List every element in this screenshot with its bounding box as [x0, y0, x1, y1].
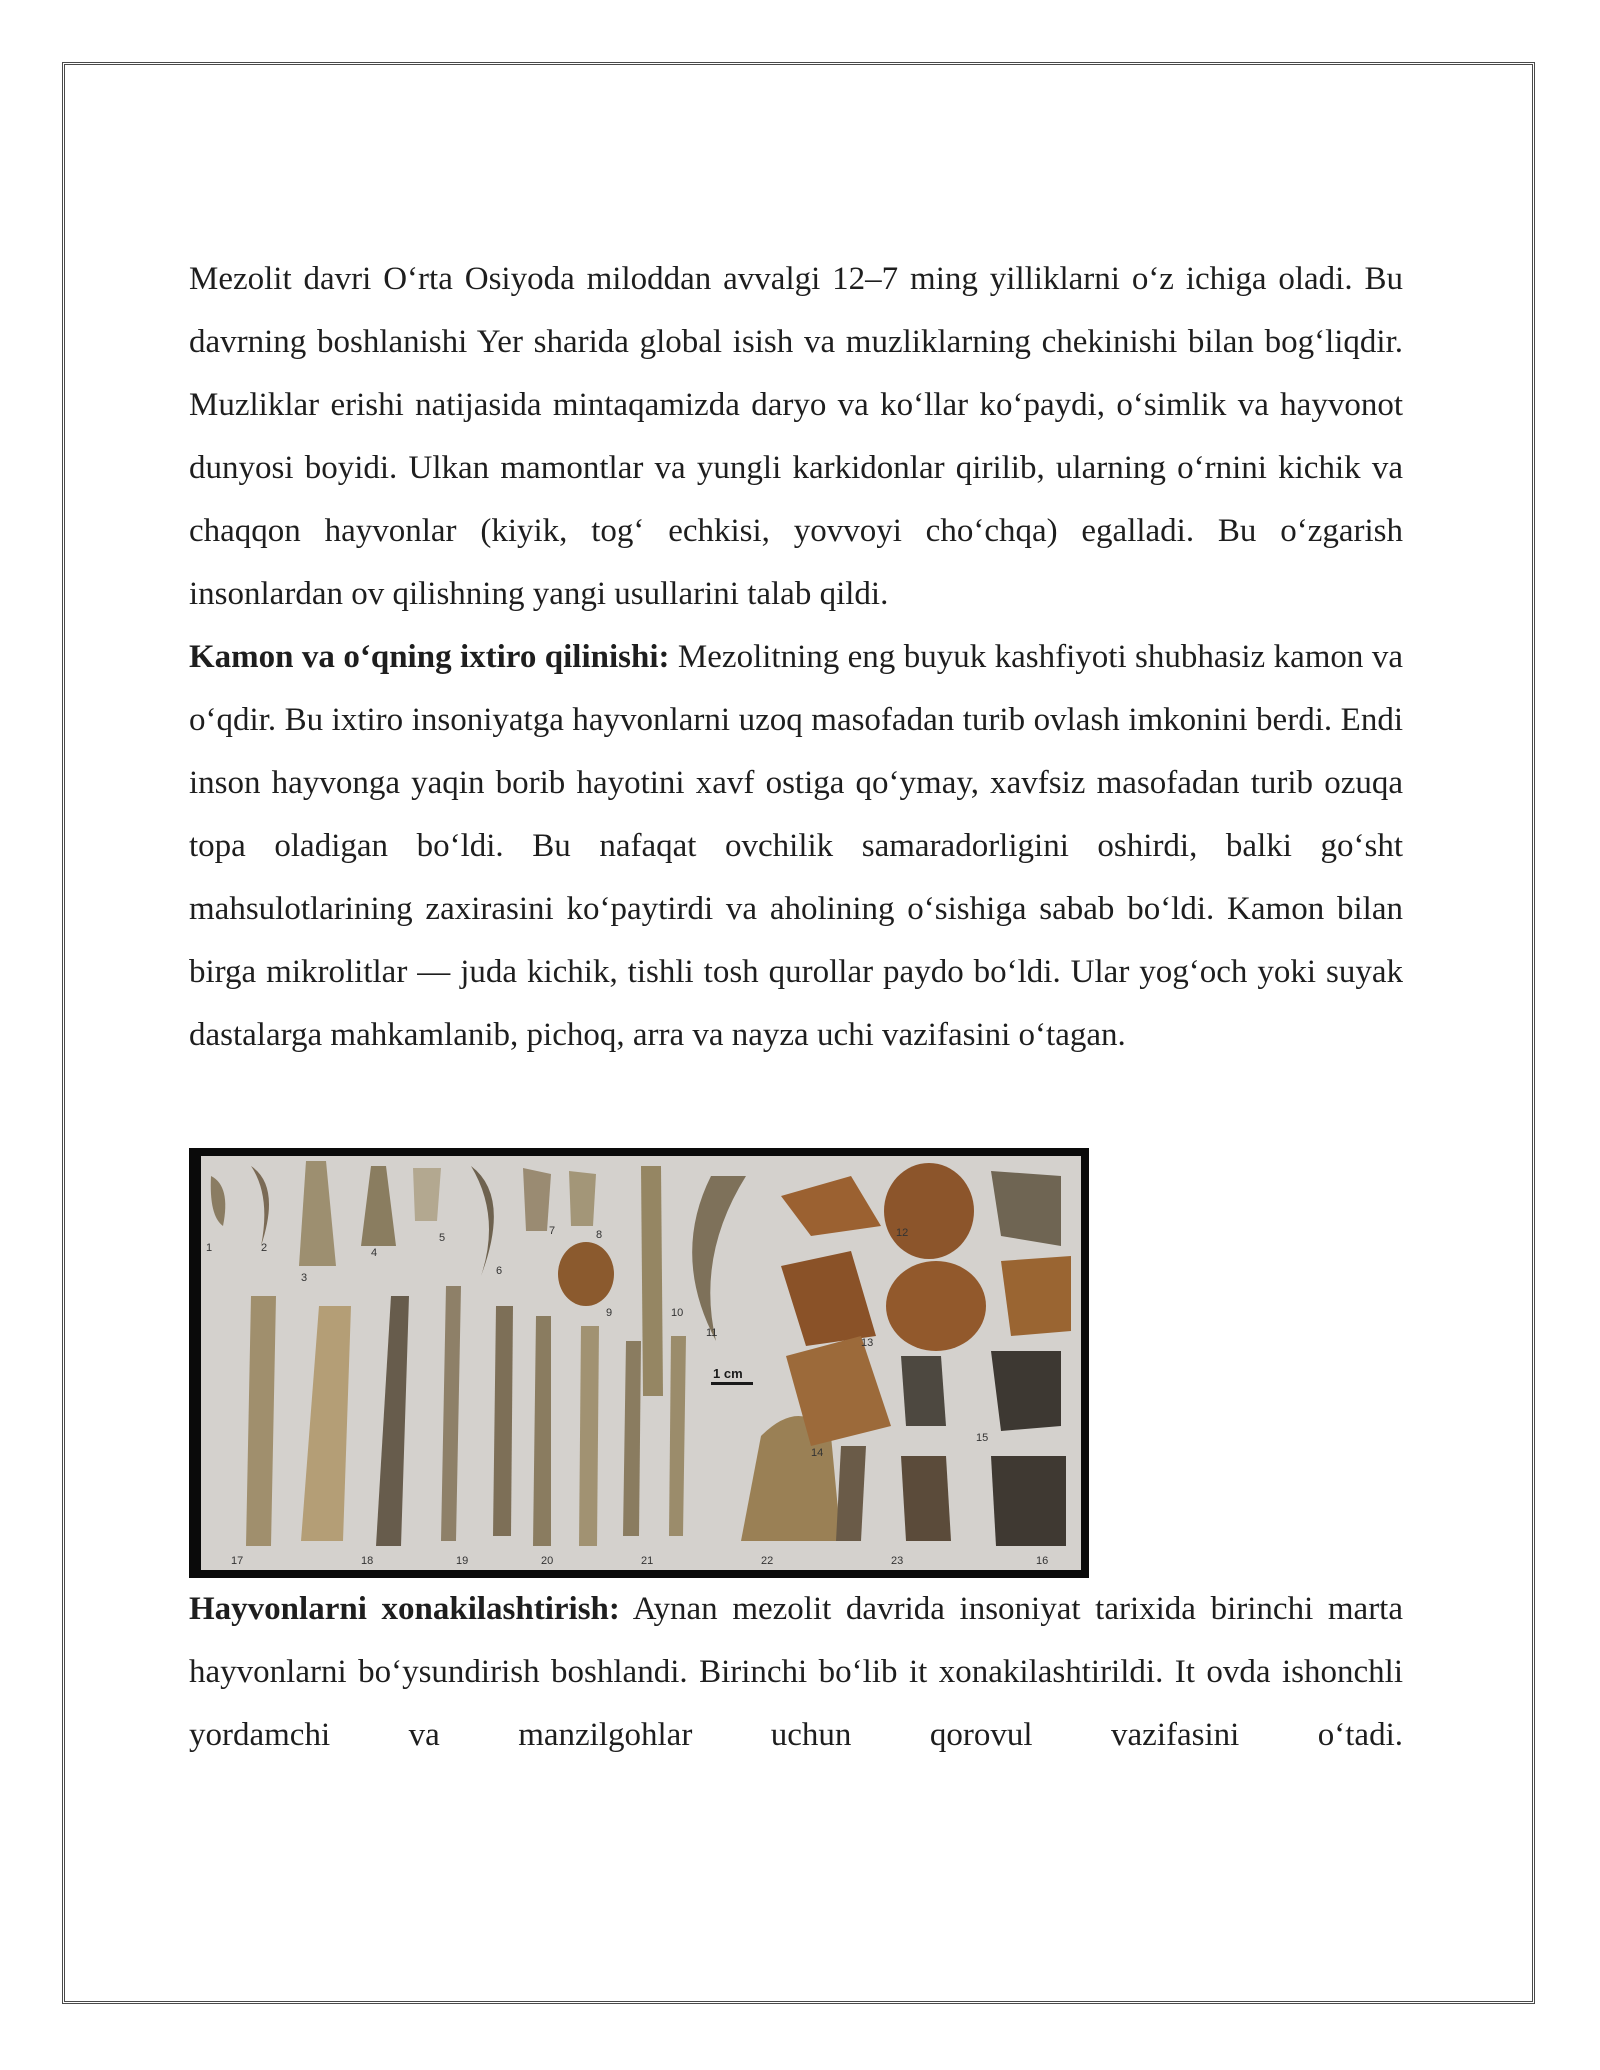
svg-text:18: 18: [361, 1555, 374, 1567]
paragraph-domestication-text: Aynan mezolit davrida insoniyat tarixida birinchi marta hayvonlarni bo‘ysundirish boshlandi. Birinchi bo‘lib it xonakilashtirildi. It ovda ishonchli yordamchi va manzilgohlar uchun qorovul vazifasini o‘tadi.: [189, 1591, 1403, 1753]
svg-text:8: 8: [596, 1229, 603, 1241]
svg-text:5: 5: [439, 1232, 446, 1244]
svg-text:14: 14: [811, 1447, 824, 1459]
svg-text:20: 20: [541, 1555, 554, 1567]
paragraph-intro: Mezolit davri O‘rta Osiyoda miloddan avvalgi 12–7 ming yilliklarni o‘z ichiga oladi. Bu davrning boshlanishi Yer sharida global isish va muzliklarning chekinishi bilan bog‘liqdir. Muzliklar erishi natijasida mintaqamizda daryo va ko‘llar ko‘paydi, o‘simlik va hayvonot dunyosi boyidi. Ulkan mamontlar va yungli karkidonlar qirilib, ularning o‘rnini kichik va chaqqon hayvonlar (kiyik, tog‘ echkisi, yovvoyi cho‘chqa) egalladi. Bu o‘zgarish insonlardan ov qilishning yangi usullarini talab qildi.: [189, 261, 1403, 612]
artifacts-photo-drawing: [201, 1156, 1081, 1570]
svg-text:19: 19: [456, 1555, 469, 1567]
svg-text:11: 11: [706, 1327, 718, 1339]
svg-text:17: 17: [231, 1555, 244, 1567]
svg-text:2: 2: [261, 1242, 268, 1254]
paragraph-domestication: [189, 1578, 1403, 1767]
svg-text:13: 13: [861, 1337, 874, 1349]
paragraph-bow-and-arrow-text: Mezolitning eng buyuk kashfiyoti shubhasiz kamon va o‘qdir. Bu ixtiro insoniyatga hayvonlarni uzoq masofadan turib ovlash imkonini berdi. Endi inson hayvonga yaqin borib hayotini xavf ostiga qo‘ymay, xavfsiz masofadan turib ozuqa topa oladigan bo‘ldi. Bu nafaqat ovchilik samaradorligini oshirdi, balki go‘sht mahsulotlarining zaxirasini ko‘paytirdi va aholining o‘sishiga sabab bo‘ldi. Kamon bilan birga mikrolitlar — juda kichik, tishli tosh qurollar paydo bo‘ldi. Ular yog‘och yoki suyak dastalarga mahkamlanib, pichoq, arra va nayza uchi vazifasini o‘tagan.: [189, 639, 1403, 1053]
svg-text:9: 9: [606, 1307, 613, 1319]
svg-text:10: 10: [671, 1307, 684, 1319]
svg-text:12: 12: [896, 1227, 909, 1239]
svg-text:23: 23: [891, 1555, 904, 1567]
svg-text:22: 22: [761, 1555, 774, 1567]
svg-text:6: 6: [496, 1265, 503, 1277]
svg-text:21: 21: [641, 1555, 654, 1567]
paragraph-bow-and-arrow: [189, 626, 1403, 1067]
svg-text:7: 7: [549, 1225, 556, 1237]
artifacts-photo: [189, 1148, 1089, 1578]
svg-text:16: 16: [1036, 1555, 1049, 1567]
svg-text:15: 15: [976, 1432, 989, 1444]
svg-text:1: 1: [206, 1242, 213, 1254]
section-heading-bow-and-arrow: Kamon va o‘qning ixtiro qilinishi:: [189, 639, 670, 675]
document-body: [189, 248, 1403, 1767]
svg-text:4: 4: [371, 1247, 378, 1259]
svg-text:3: 3: [301, 1272, 308, 1284]
section-heading-domestication: Hayvonlarni xonakilashtirish:: [189, 1591, 620, 1627]
scale-label: 1 cm: [713, 1366, 743, 1381]
